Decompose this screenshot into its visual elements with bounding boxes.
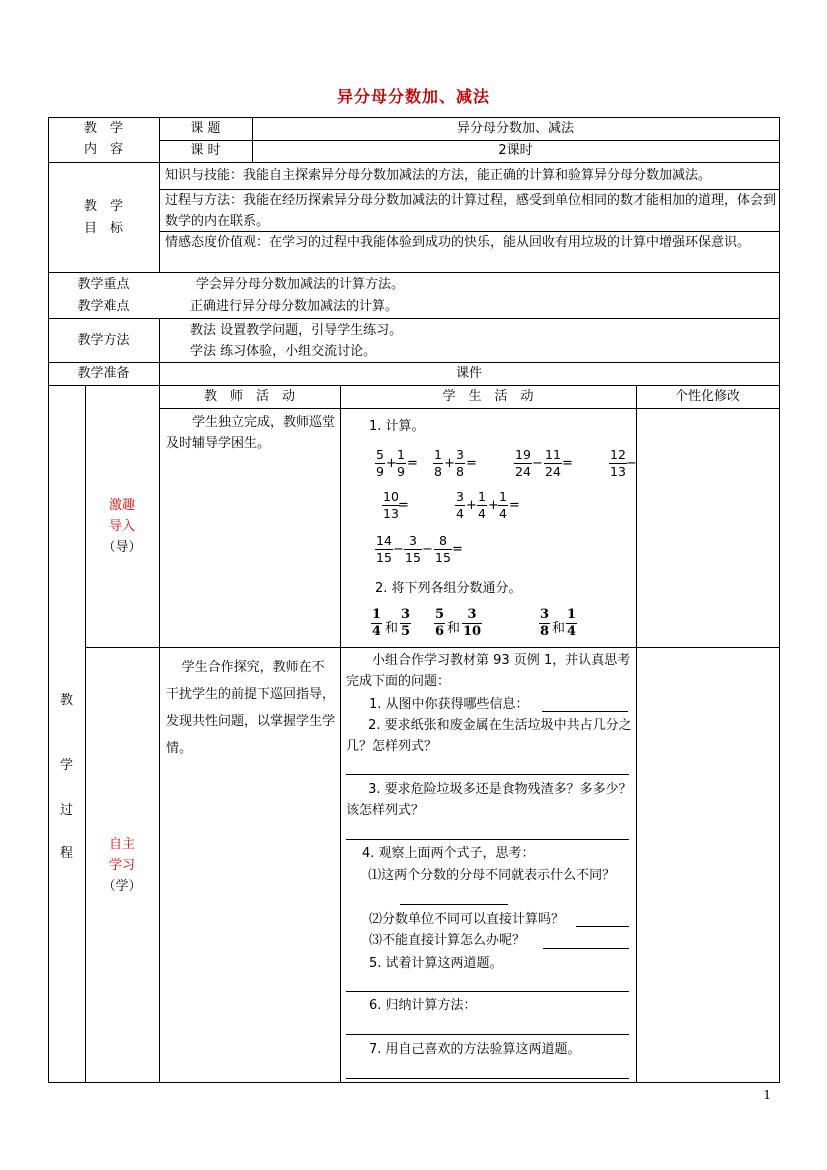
goals-label-2: 目 标 [83,221,123,236]
stage1-question-2: 2. 将下列各组分数通分。 [375,581,522,596]
personal-edit-header: 个性化修改 [674,389,740,404]
operator: = [452,542,463,557]
goal-knowledge: 知识与技能：我能自主探索异分母分数加减法的方法，能正确的计算和验算异分母分数加减法。 [165,168,712,183]
methods-label: 教学方法 [77,333,130,348]
answer-line-5[interactable] [346,991,629,992]
operator: + [488,498,499,513]
prep-label: 教学准备 [77,366,130,381]
stage2-intro: 小组合作学习教材第 93 页例 1，并认真思考完成下面的问题： [346,653,631,689]
and-label: 和 [447,621,461,636]
student-activity-header: 学 生 活 动 [442,389,534,404]
answer-line-6[interactable] [346,1034,629,1035]
fraction: 1 4 [499,489,507,521]
stage1-tag: （导） [102,540,142,555]
operator: = [466,456,477,471]
fraction: 19 24 [515,447,531,479]
answer-line-1[interactable] [542,711,628,712]
prep-value: 课件 [455,366,482,381]
operator: − [422,542,433,557]
stage2-question-4a: ⑴这两个分数的分母不同就表示什么不同？ [368,868,616,883]
fraction: 1 4 [478,489,486,521]
fraction: 5 9 [376,447,384,479]
stage2-question-4c: ⑶不能直接计算怎么办呢？ [369,933,526,948]
answer-line-7[interactable] [346,1078,629,1079]
operator: + [444,456,455,471]
fraction: 3 8 [540,607,550,639]
fraction: 3 15 [405,533,421,565]
fraction: 10 13 [383,489,399,521]
process-label-2: 学 [59,758,73,773]
operator: = [509,498,520,513]
operator: + [466,498,477,513]
topic-value: 异分母分数加、减法 [456,121,574,136]
answer-line-2[interactable] [346,774,629,775]
fraction: 3 5 [401,607,411,639]
hours-label: 课 时 [190,143,221,158]
learning-method: 学法 练习体验，小组交流讨论。 [190,344,377,359]
stage2-question-2: 2. 要求纸张和废金属在生活垃圾中共占几分之几？怎样列式？ [346,718,632,754]
stage2-question-3: 3. 要求危险垃圾多还是食物残渣多？多多少？该怎样列式？ [346,782,632,818]
fraction: 12 13 [610,447,626,479]
topic-label: 课 题 [190,121,221,136]
process-label-4: 程 [59,846,73,861]
stage1-question-1: 1. 计算。 [369,419,425,434]
stage2-teacher-text: 学生合作探究，教师在不干扰学生的前提下巡回指导，发现共性问题，以掌握学生学情。 [166,660,336,756]
process-label-3: 过 [59,803,73,818]
focus-label: 教学重点 [77,277,130,292]
focus-value: 学会异分母分数加减法的计算方法。 [196,277,405,292]
teacher-activity-header: 教 师 活 动 [203,389,295,404]
page-title: 异分母分数加、减法 [336,87,490,106]
difficulty-value: 正确进行异分母分数加减法的计算。 [190,299,399,314]
teaching-method: 教法 设置教学问题，引导学生练习。 [190,323,403,338]
and-label: 和 [552,621,566,636]
operator: − [532,456,543,471]
goal-process: 过程与方法：我能在经历探索异分母分数加减法的计算过程，感受到单位相同的数才能相加的道理，体会到数学的内在联系。 [165,193,777,229]
stage1-name-1: 激趣 [108,498,135,513]
stage2-question-1: 1. 从图中你获得哪些信息： [369,697,529,712]
page-number: 1 [763,1088,771,1102]
answer-line-4b[interactable] [576,926,629,927]
stage2-name-1: 自主 [108,837,135,852]
operator: = [398,498,409,513]
operator: − [393,542,404,557]
operator: + [386,456,397,471]
operator: − [626,456,637,471]
answer-line-4c[interactable] [543,948,629,949]
fraction: 1 8 [434,447,442,479]
stage2-question-5: 5. 试着计算这两道题。 [369,956,503,971]
fraction: 11 24 [545,447,561,479]
fraction: 1 4 [567,607,577,639]
content-label-1: 教 学 [83,121,123,136]
hours-value: 2课时 [498,143,533,158]
stage2-question-4b: ⑵分数单位不同可以直接计算吗？ [369,912,565,927]
stage2-question-7: 7. 用自己喜欢的方法验算这两道题。 [369,1042,581,1057]
fraction: 3 4 [456,489,464,521]
fraction: 14 15 [376,533,392,565]
answer-line-3[interactable] [346,839,629,840]
process-label-1: 教 [59,693,73,708]
stage2-question-6: 6. 归纳计算方法： [369,998,477,1013]
fraction: 3 8 [456,447,464,479]
content-label-2: 内 容 [83,142,123,157]
fraction: 1 9 [397,447,405,479]
fraction: 3 10 [463,607,482,639]
fraction: 5 6 [435,607,445,639]
fraction: 8 15 [435,533,451,565]
stage2-question-4: 4. 观察上面两个式子，思考： [362,846,535,861]
and-label: 和 [385,621,399,636]
stage2-name-2: 学习 [108,858,135,873]
stage1-teacher-text: 学生独立完成，教师巡堂及时辅导学困生。 [166,415,336,451]
goals-label-1: 教 学 [83,199,123,214]
difficulty-label: 教学难点 [77,299,130,314]
goal-attitude: 情感态度价值观：在学习的过程中我能体验到成功的快乐，能从回收有用垃圾的计算中增强环保意识。 [165,235,751,250]
operator: = [407,456,418,471]
stage2-tag: （学） [102,879,142,894]
operator: = [562,456,573,471]
answer-line-4a[interactable] [400,904,508,905]
fraction: 1 4 [372,607,382,639]
stage1-name-2: 导入 [108,519,135,534]
